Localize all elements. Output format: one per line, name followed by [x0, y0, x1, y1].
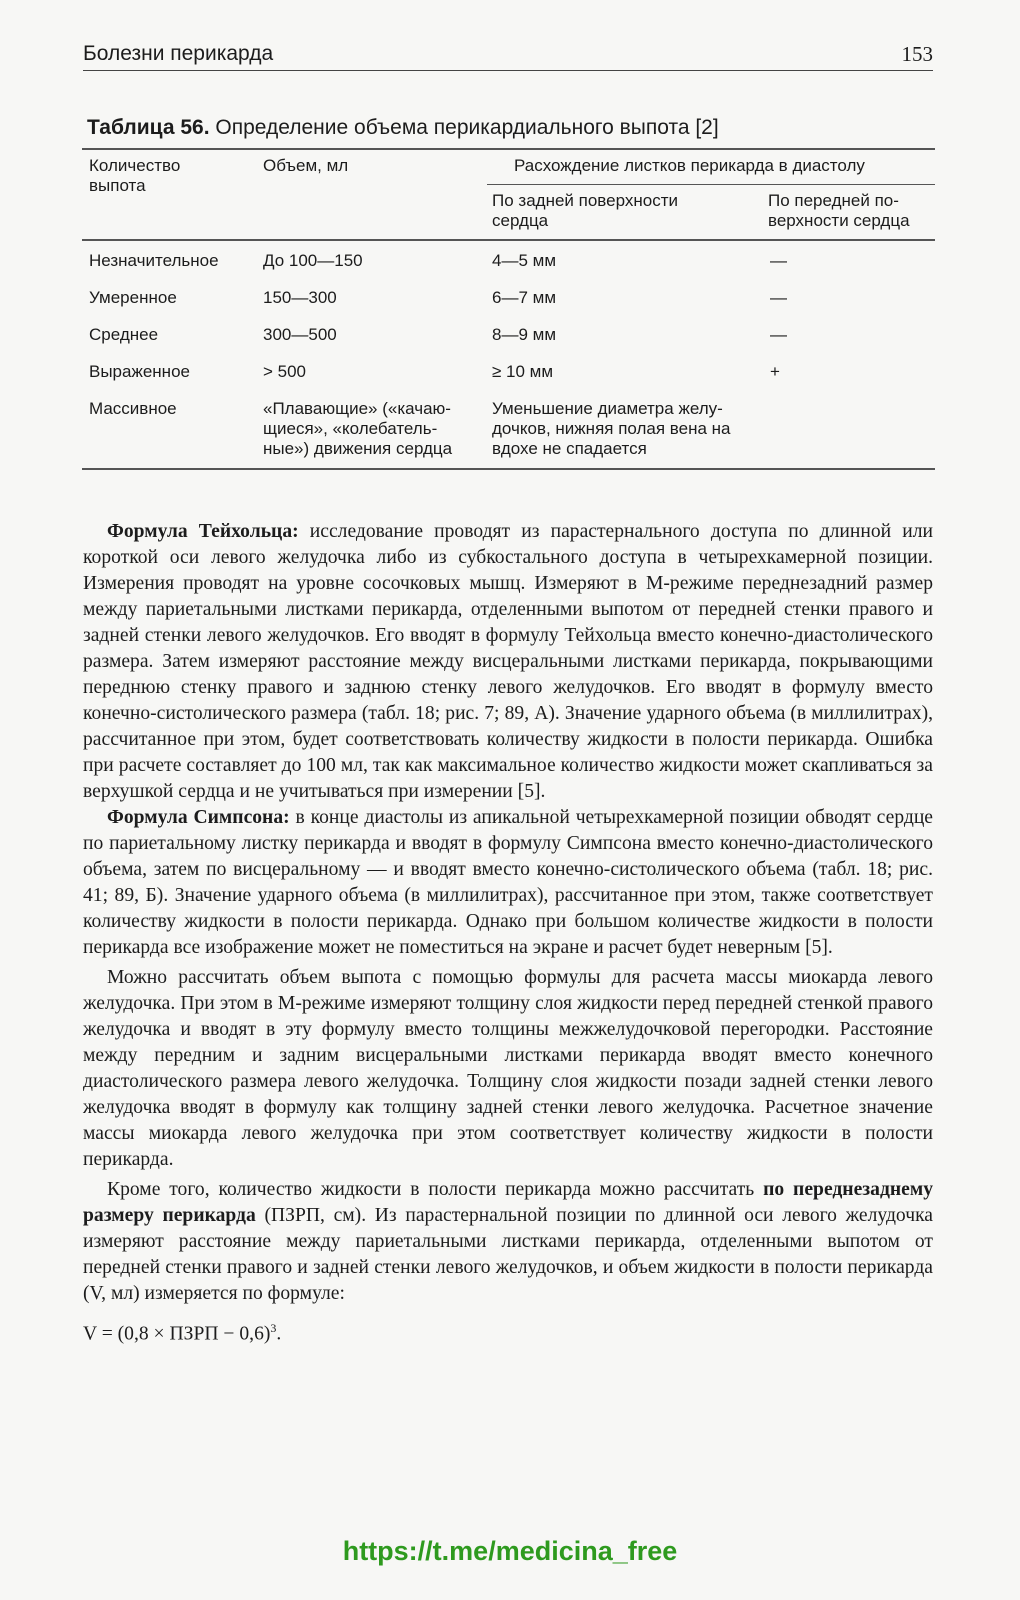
header-volume: Объем, мл — [263, 156, 349, 175]
row-anterior: + — [770, 362, 780, 381]
row-amount: Выраженное — [89, 362, 190, 381]
paragraph-text: в конце диастолы из апикальной четырехкамерной позиции обводят сердце по париетальному листку перикарда и вводят в формулу Симпсона вместо конечно-диастолического объема, затем по висцеральному — и вводят вместо конечно-систолического объема (табл. 18; рис. 41; 89, Б). Значение ударного объема (в миллилитрах), рассчитанное при этом, также соответствует количеству жидкости в полости перикарда. Однако при большом количестве жидкости в полости перикарда все изображение может не поместиться на экране и расчет будет неверным [5]. — [83, 807, 934, 958]
paragraph-simpson — [83, 805, 933, 961]
running-title: Болезни перикарда — [83, 42, 274, 65]
header-divergence: Расхождение листков перикарда в диастолу — [514, 156, 865, 175]
paragraph-text: Кроме того, количество жидкости в полости перикарда можно рассчитать — [107, 1179, 764, 1200]
table-header-rule — [82, 239, 935, 241]
page-header — [83, 42, 933, 71]
row-volume: 150—300 — [263, 288, 337, 307]
body-text — [83, 519, 933, 1348]
paragraph-pzrp — [83, 1177, 933, 1307]
table-caption — [87, 116, 719, 140]
row-amount: Массивное — [89, 399, 177, 418]
row-posterior: 6—7 мм — [492, 288, 557, 307]
row-amount: Незначительное — [89, 251, 219, 270]
row-posterior: Уменьшение диаметра желу-дочков, нижняя полая вена на вдохе не спадается — [492, 399, 731, 458]
header-amount: Количество выпота — [89, 156, 181, 195]
row-amount: Среднее — [89, 325, 159, 344]
row-volume: «Плавающие» («качаю-щиеся», «колебатель-ные») движения сердца — [263, 399, 453, 458]
paragraph-lv-mass — [83, 965, 933, 1173]
row-anterior: — — [770, 251, 787, 270]
row-posterior: 4—5 мм — [492, 251, 557, 270]
formula-end: . — [276, 1323, 282, 1345]
table-subheader-rule — [487, 184, 935, 185]
table-label: Таблица 56. — [87, 116, 210, 139]
table-bottom-rule — [82, 468, 935, 470]
watermark-link[interactable]: https://t.me/medicina_free — [342, 1536, 678, 1566]
table-top-rule — [82, 148, 935, 150]
formula-exponent: 3 — [270, 1321, 277, 1335]
row-posterior: ≥ 10 мм — [492, 362, 554, 381]
row-volume: 300—500 — [263, 325, 337, 344]
table-caption-text: Определение объема перикардиального выпота [2] — [215, 116, 719, 139]
effusion-volume-table — [82, 148, 935, 470]
row-amount: Умеренное — [89, 288, 177, 307]
formula-text: V = (0,8 × ПЗРП − 0,6) — [83, 1323, 271, 1345]
row-anterior: — — [770, 325, 787, 344]
volume-formula — [83, 1315, 933, 1348]
paragraph-text: (ПЗРП, см). Из парастернальной позиции по длинной оси левого желудочка измеряют расстояние между париетальными листками перикарда, отделенными выпотом от передней стенки правого и задней стенки левого желудочков, и объем жидкости в полости перикарда (V, мл) измеряется по формуле: — [83, 1205, 933, 1304]
term-teichholz: Формула Тейхольца: — [107, 521, 299, 542]
term-simpson: Формула Симпсона: — [107, 807, 290, 828]
page-number: 153 — [901, 42, 933, 66]
row-anterior: — — [770, 288, 787, 307]
paragraph-text: исследование проводят из парастернального доступа по длинной или короткой оси левого желудочка либо из субкостального доступа в четырехкамерной позиции. Измерения проводят на уровне сосочковых мышц. Измеряют в М-режиме переднезадний размер между париетальными листками перикарда, отделенными выпотом от передней стенки правого и задней стенки левого желудочков. Его вводят в формулу Тейхольца вместо конечно-диастолического размера. Затем измеряют расстояние между висцеральными листками перикарда, покрывающими переднюю стенку правого и заднюю стенку левого желудочков. Его вводят в формулу вместо конечно-систолического размера (табл. 18; рис. 7; 89, А). Значение ударного объема (в миллилитрах), рассчитанное при этом, будет соответствовать количеству жидкости в полости перикарда. Ошибка при расчете составляет до 100 мл, так как максимальное количество жидкости может скапливаться за верхушкой сердца и не учитываться при измерении [5]. — [83, 521, 934, 802]
header-posterior: По задней поверхности сердца — [492, 191, 678, 230]
term-pzrp: по переднезаднему размеру перикарда — [83, 1179, 933, 1226]
row-posterior: 8—9 мм — [492, 325, 557, 344]
header-anterior: По передней по-верхности сердца — [768, 191, 910, 230]
row-volume: До 100—150 — [263, 251, 363, 270]
row-volume: > 500 — [263, 362, 307, 381]
paragraph-teichholz — [83, 519, 933, 805]
paragraph-text: Можно рассчитать объем выпота с помощью формулы для расчета массы миокарда левого желудочка. При этом в М-режиме измеряют толщину слоя жидкости перед передней стенкой правого желудочка и вводят в эту формулу вместо толщины межжелудочковой перегородки. Расстояние между передним и задним висцеральными листками перикарда вводят вместо конечного диастолического размера левого желудочка. Толщину слоя жидкости позади задней стенки левого желудочка вводят в формулу как толщину задней стенки левого желудочка. Расчетное значение массы миокарда левого желудочка при этом соответствует количеству жидкости в полости перикарда. — [83, 967, 933, 1170]
